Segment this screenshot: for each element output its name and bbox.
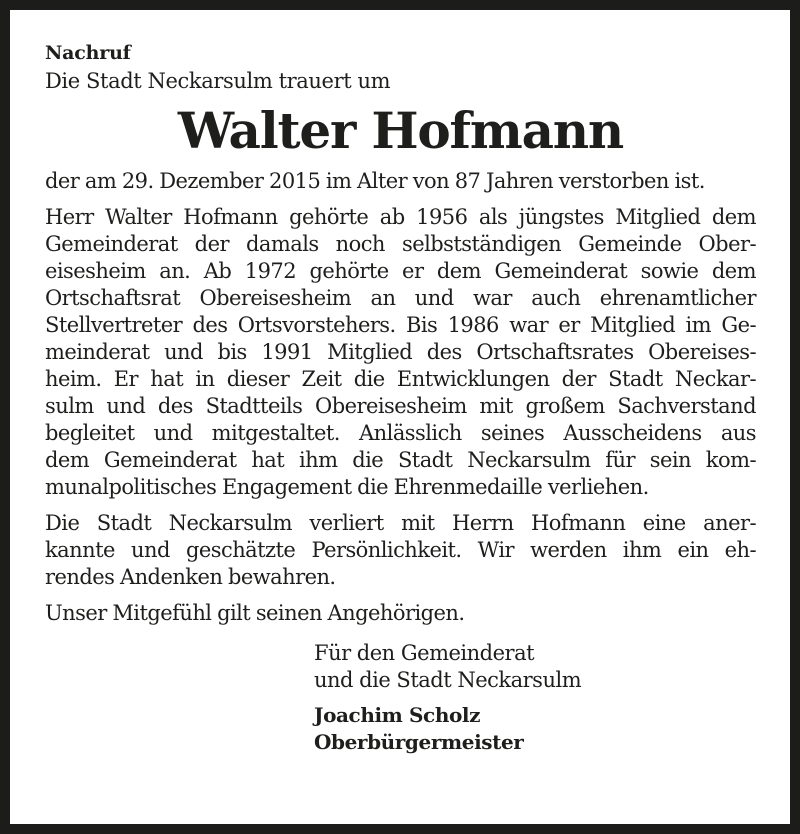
text-line: meinderat und bis 1991 Mitglied des Ortschaftsrates Obereises- — [45, 340, 756, 364]
text-line: eisesheim an. Ab 1972 gehörte er dem Gemeinderat sowie dem — [45, 259, 756, 283]
text-line: sulm und des Stadtteils Obereisesheim mit großem Sachverstand — [45, 394, 756, 418]
obituary-notice — [10, 10, 790, 824]
notice-content — [45, 40, 756, 756]
notice-heading: Nachruf — [45, 42, 131, 64]
text-line: Die Stadt Neckarsulm verliert mit Herrn Hofmann eine aner- — [45, 511, 756, 535]
paragraph-tribute — [45, 510, 756, 591]
text-line: Unser Mitgefühl gilt seinen Angehörigen. — [45, 601, 465, 625]
deceased-name: Walter Hofmann — [177, 101, 624, 160]
signer-name: Joachim Scholz — [314, 703, 481, 727]
text-line: heim. Er hat in dieser Zeit die Entwicklungen der Stadt Neckar- — [45, 367, 756, 391]
text-line: Gemeinderat der damals noch selbstständigen Gemeinde Ober- — [45, 232, 756, 256]
text-line: kannte und geschätzte Persönlichkeit. Wir werden ihm ein eh- — [45, 538, 756, 562]
paragraph-condolence — [45, 600, 756, 627]
text-line: munalpolitisches Engagement die Ehrenmedaille verliehen. — [45, 475, 649, 499]
signature-line-1: Für den Gemeinderat — [314, 641, 535, 665]
text-line: Herr Walter Hofmann gehörte ab 1956 als jüngstes Mitglied dem — [45, 205, 756, 229]
text-line: dem Gemeinderat hat ihm die Stadt Neckarsulm für sein kom- — [45, 448, 756, 472]
intro-line: Die Stadt Neckarsulm trauert um — [45, 69, 391, 93]
spacer — [314, 694, 756, 702]
text-line: Stellvertreter des Ortsvorstehers. Bis 1986 war er Mitglied im Ge- — [45, 313, 756, 337]
signature-block — [314, 640, 756, 756]
paragraph-biography — [45, 204, 756, 501]
signature-line-2: und die Stadt Neckarsulm — [314, 668, 582, 692]
death-line: der am 29. Dezember 2015 im Alter von 87 Jahren verstorben ist. — [45, 169, 705, 193]
text-line: Ortschaftsrat Obereisesheim an und war auch ehrenamtlicher — [45, 286, 756, 310]
text-line: begleitet und mitgestaltet. Anlässlich seines Ausscheidens aus — [45, 421, 756, 445]
text-line: rendes Andenken bewahren. — [45, 565, 336, 589]
signer-title: Oberbürgermeister — [314, 730, 524, 754]
